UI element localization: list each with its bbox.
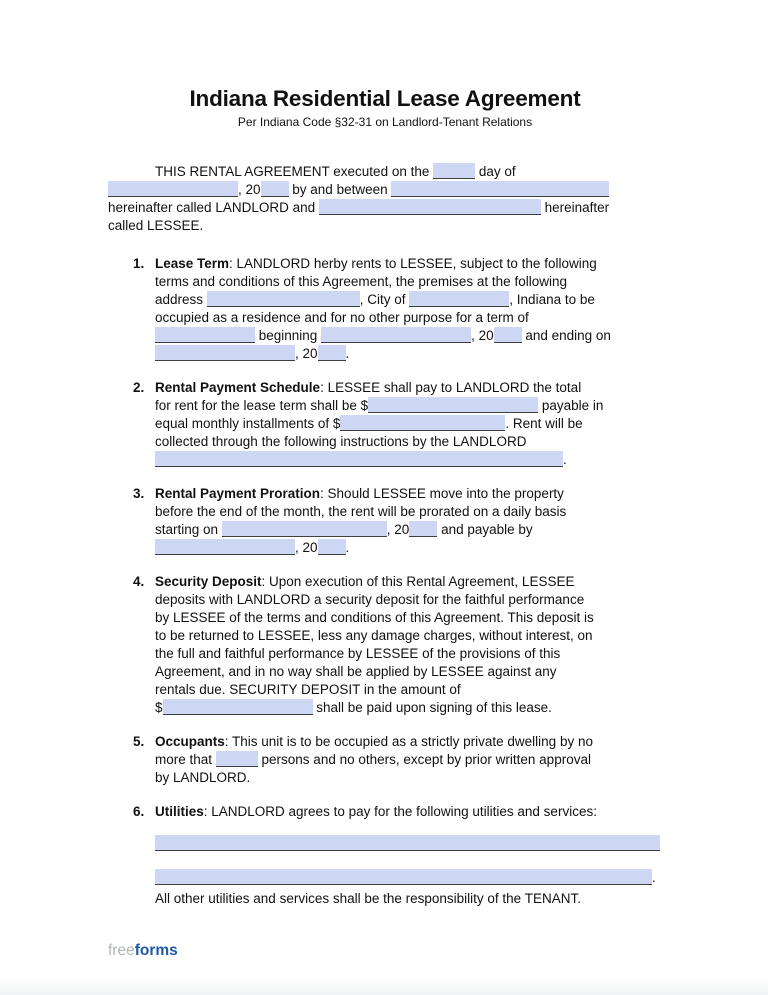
text-run: Agreement, and in no way shall be applied by LESSEE against any [155,664,557,679]
text-line [155,609,662,627]
blank-field[interactable] [391,181,609,197]
section-utilities [108,803,662,908]
text-run: deposits with LANDLORD a security deposit for the faithful performance [155,592,585,607]
text-run: more that [155,752,216,767]
text-run: hereinafter [540,200,610,215]
blank-field[interactable] [207,291,360,307]
blank-field[interactable] [108,181,238,197]
blank-field[interactable] [261,181,289,197]
section-number: 1. [133,256,145,271]
section-body-rental-payment-proration [155,485,662,557]
section-lease-term [108,255,662,363]
text-run: . [345,346,350,361]
text-line [155,645,662,663]
text-run: : LESSEE shall pay to LANDLORD the total [320,380,582,395]
blank-field[interactable] [155,835,660,851]
blank-field[interactable] [494,327,522,343]
section-number: 5. [133,734,145,749]
text-line [155,627,662,645]
text-run: : Upon execution of this Rental Agreement, LESSEE [261,574,575,589]
blank-field[interactable] [155,451,563,467]
text-run: for rent for the lease term shall be $ [155,398,369,413]
text-line [155,485,662,503]
text-line [155,379,662,397]
text-run: called LESSEE. [108,218,204,233]
text-run: and ending on [521,328,611,343]
text-run: Rental Payment Proration [155,486,321,501]
text-run: beginning [255,328,322,343]
section-number: 4. [133,574,145,589]
text-line [155,681,662,699]
text-run: persons and no others, except by prior written approval [257,752,591,767]
page-subtitle: Per Indiana Code §32-31 on Landlord-Tenant Relations [237,115,533,129]
text-line [108,199,662,217]
text-line [155,521,662,539]
blank-field[interactable] [216,751,258,767]
page-title: Indiana Residential Lease Agreement [189,86,581,111]
text-line [155,291,662,309]
text-line [155,433,662,451]
blank-field[interactable] [433,163,475,179]
text-run: Security Deposit [155,574,262,589]
text-run: Lease Term [155,256,230,271]
text-line [155,591,662,609]
text-run: : This unit is to be occupied as a strictly private dwelling by no [224,734,593,749]
text-line [155,751,662,769]
text-run: the full and faithful performance by LESSEE of the provisions of this [155,646,561,661]
text-run: rentals due. SECURITY DEPOSIT in the amount of [155,682,461,697]
text-line [155,803,662,821]
section-number: 6. [133,804,145,819]
text-run: Utilities [155,804,204,819]
text-run: : LANDLORD agrees to pay for the following utilities and services: [203,804,597,819]
blank-field[interactable] [318,539,346,555]
text-run: , Indiana to be [509,292,595,307]
text-run: terms and conditions of this Agreement, the premises at the following [155,274,567,289]
text-run: . Rent will be [505,416,583,431]
text-line [155,255,662,273]
section-number: 3. [133,486,145,501]
text-line [155,451,662,469]
section-body-security-deposit [155,573,662,717]
blank-field[interactable] [321,327,471,343]
text-run: : LANDLORD herby rents to LESSEE, subject to the following [229,256,597,271]
page-bottom-edge [0,977,768,995]
document-content [108,86,662,908]
section-security-deposit [108,573,662,717]
text-line [155,273,662,291]
text-line [155,769,662,787]
text-run: by LANDLORD. [155,770,251,785]
text-run: day of [475,164,516,179]
text-line [108,181,662,199]
text-run: All other utilities and services shall be the responsibility of the TENANT. [155,891,581,906]
section-rental-payment-proration [108,485,662,557]
text-run: equal monthly installments of $ [155,416,341,431]
text-run: to be returned to LESSEE, less any damage charges, without interest, on [155,628,593,643]
text-line [155,890,662,908]
text-line [155,869,662,887]
blank-field[interactable] [222,521,387,537]
intro-paragraph [108,163,662,235]
section-body-lease-term [155,255,662,363]
section-rental-payment-schedule [108,379,662,469]
text-run: . [563,452,567,467]
text-run: : Should LESSEE move into the property [320,486,564,501]
section-body-utilities [155,803,662,908]
text-run: payable in [538,398,604,413]
text-line [155,397,662,415]
blank-field[interactable] [163,699,313,715]
logo-text-forms: forms [134,942,178,959]
blank-field[interactable] [409,521,437,537]
section-number: 2. [133,380,145,395]
blank-field[interactable] [409,291,509,307]
text-run: $ [155,700,163,715]
text-line [155,539,662,557]
text-run: by LESSEE of the terms and conditions of this Agreement. This deposit is [155,610,594,625]
text-run: Rental Payment Schedule [155,380,321,395]
text-run: before the end of the month, the rent will be prorated on a daily basis [155,504,567,519]
text-line [155,503,662,521]
text-run: . [652,870,656,885]
text-line [155,345,662,363]
text-run: , 20 [471,328,494,343]
text-line [108,217,662,235]
text-run: and payable by [437,522,533,537]
section-body-rental-payment-schedule [155,379,662,469]
blank-field[interactable] [155,539,295,555]
text-run: . [345,540,350,555]
text-run: , City of [359,292,410,307]
text-run: address [155,292,207,307]
text-line [155,663,662,681]
blank-field[interactable] [318,345,346,361]
text-run: , 20 [295,540,318,555]
text-run: , 20 [295,346,318,361]
text-run: by and between [288,182,392,197]
text-line [155,573,662,591]
text-run: occupied as a residence and for no other purpose for a term of [155,310,529,325]
text-run: collected through the following instructions by the LANDLORD [155,434,527,449]
freeforms-logo [108,941,178,960]
text-line [155,327,662,345]
text-run: , 20 [386,522,410,537]
blank-field[interactable] [340,415,505,431]
section-body-occupants [155,733,662,787]
text-run: , 20 [238,182,261,197]
text-run: hereinafter called LANDLORD and [108,200,319,215]
text-run: THIS RENTAL AGREEMENT executed on the [155,164,434,179]
text-run: starting on [155,522,222,537]
text-line [155,699,662,717]
blank-field[interactable] [319,199,541,215]
logo-text-free: free [108,942,135,959]
blank-field[interactable] [368,397,538,413]
text-line [155,733,662,751]
text-run: Occupants [155,734,225,749]
text-run: shall be paid upon signing of this lease. [312,700,552,715]
blank-field[interactable] [155,869,652,885]
section-occupants [108,733,662,787]
text-line [155,835,662,853]
text-line [155,415,662,433]
blank-field[interactable] [155,327,255,343]
blank-field[interactable] [155,345,295,361]
text-line [155,309,662,327]
text-line [108,163,662,181]
